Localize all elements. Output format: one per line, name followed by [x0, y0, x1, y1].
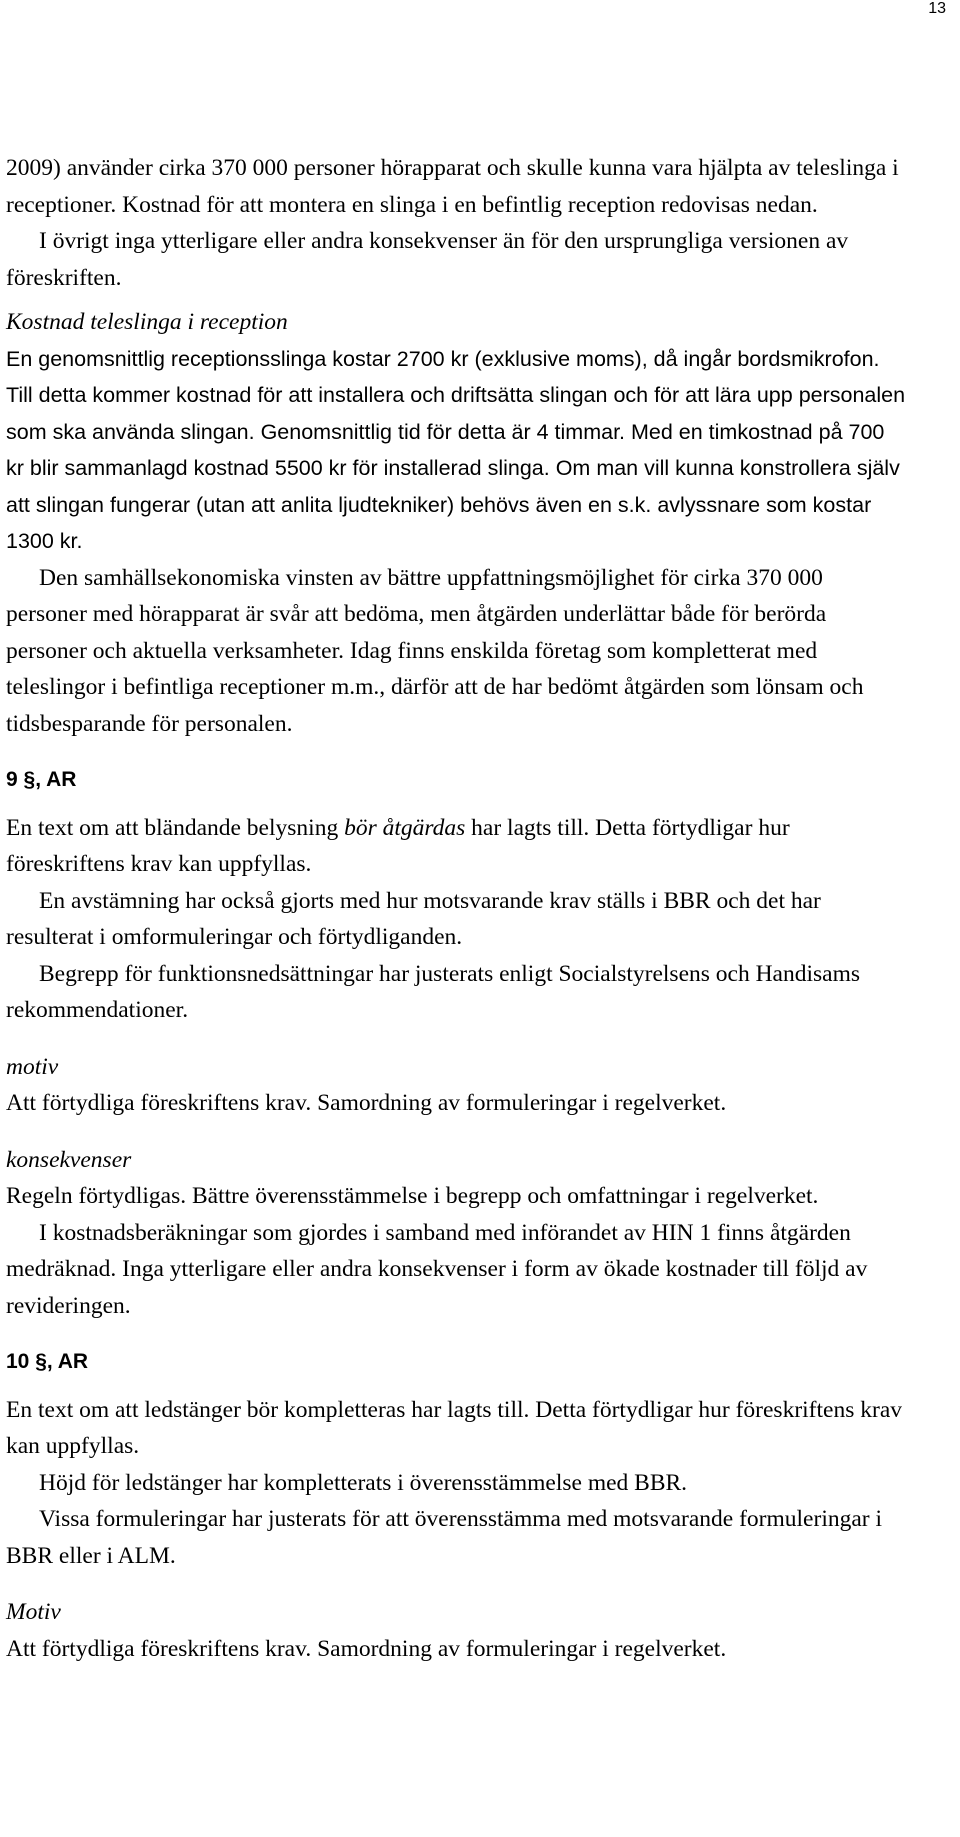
section-9-paragraph-2: En avstämning har också gjorts med hur motsvarande krav ställs i BBR och det har resulterat i omformuleringar och förtydliganden. [6, 887, 821, 950]
section-9-heading: 9 §, AR [6, 768, 77, 791]
intro-consequences-paragraph: I övrigt inga ytterligare eller andra konsekvenser än för den ursprungliga versionen av föreskriften. [6, 228, 849, 291]
document-body [6, 150, 906, 1667]
section-9-konsekvenser-heading: konsekvenser [6, 1146, 132, 1173]
section-10-paragraph-3: Vissa formuleringar har justerats för att överensstämma med motsvarande formuleringar i BBR eller i ALM. [6, 1506, 883, 1569]
section-9-konsekvenser-paragraph-1: Regeln förtydligas. Bättre överensstämmelse i begrepp och omfattningar i regelverket. [6, 1183, 819, 1209]
cost-subheading: Kostnad teleslinga i reception [6, 309, 288, 335]
section-9-konsekvenser-paragraph-2: I kostnadsberäkningar som gjordes i samband med införandet av HIN 1 finns åtgärden medräknad. Inga ytterligare eller andra konsekvenser i form av ökade kostnader till följd av revideringen. [6, 1219, 868, 1319]
section-10-paragraph-2: Höjd för ledstänger har kompletterats i överensstämmelse med BBR. [39, 1469, 688, 1496]
intro-paragraph: 2009) använder cirka 370 000 personer hörapparat och skulle kunna vara hjälpta av teleslinga i receptioner. Kostnad för att montera en slinga i en befintlig reception redovisas nedan. [6, 155, 899, 218]
section-10-motiv-text: Att förtydliga föreskriftens krav. Samordning av formuleringar i regelverket. [6, 1635, 727, 1662]
section-10-motiv-heading: Motiv [6, 1599, 61, 1625]
section-9-paragraph-3: Begrepp för funktionsnedsättningar har justerats enligt Socialstyrelsens och Handisams rekommendationer. [6, 960, 861, 1023]
section-10-paragraph-1: En text om att ledstänger bör kompletteras har lagts till. Detta förtydligar hur föreskriftens krav kan uppfyllas. [6, 1396, 902, 1459]
section-9-motiv-heading: motiv [6, 1053, 59, 1080]
socioeconomic-paragraph: Den samhällsekonomiska vinsten av bättre uppfattningsmöjlighet för cirka 370 000 personer med hörapparat är svår att bedöma, men åtgärden underlättar både för berörda personer och aktuella verksamheter. Idag finns enskilda företag som kompletterat med teleslingor i befintliga receptioner m.m., därför att de har bedömt åtgärden som lönsam och tidsbesparande för personalen. [6, 564, 864, 737]
page-number: 13 [928, 0, 946, 17]
section-9-paragraph-1: En text om att bländande belysning bör åtgärdas har lagts till. Detta förtydligar hur föreskriftens krav kan uppfyllas. [6, 814, 790, 877]
cost-paragraph: En genomsnittlig receptionsslinga kostar 2700 kr (exklusive moms), då ingår bordsmikrofon. Till detta kommer kostnad för att installera och driftsätta slingan och för att lära upp personalen som ska använda slingan. Genomsnittlig tid för detta är 4 timmar. Med en timkostnad på 700 kr blir sammanlagd kostnad 5500 kr för installerad slinga. Om man vill kunna konstrollera själv att slingan fungerar (utan att anlita ljudtekniker) behövs även en s.k. avlyssnare som kostar 1300 kr. [6, 346, 906, 553]
emphasis-text: bör åtgärdas [344, 814, 466, 841]
section-9-motiv-text: Att förtydliga föreskriftens krav. Samordning av formuleringar i regelverket. [6, 1090, 727, 1116]
section-10-heading: 10 §, AR [6, 1350, 89, 1373]
